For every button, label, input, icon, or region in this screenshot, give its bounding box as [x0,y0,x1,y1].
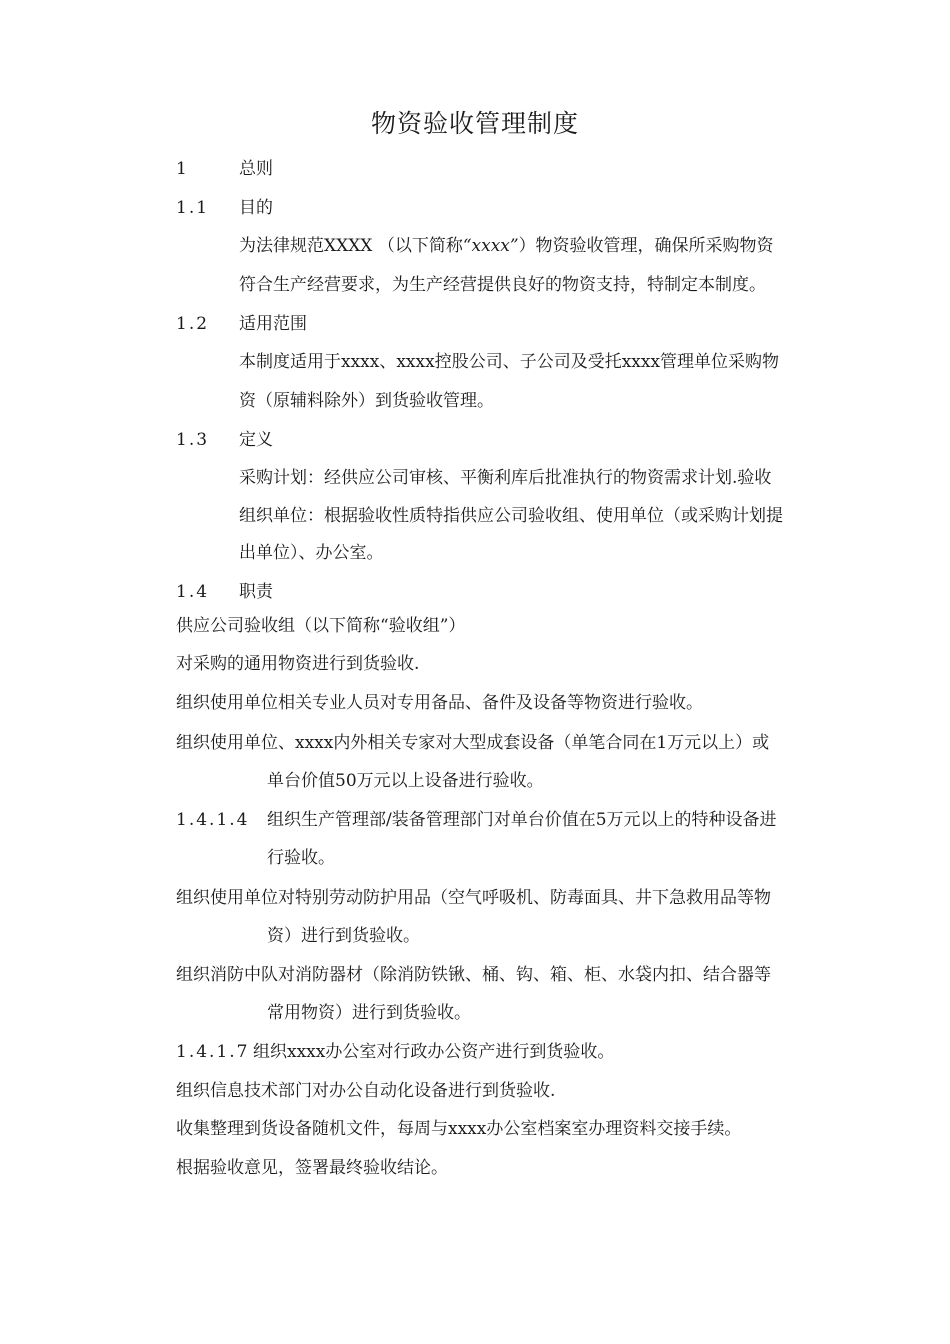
paragraph-line: 资）进行到货验收。 [267,926,420,946]
paragraph-line: 组织单位：根据验收性质特指供应公司验收组、使用单位（或采购计划提 [239,506,783,526]
clause-number: 1.4.1.7 [176,1042,250,1062]
section-number: 1.3 [176,430,210,450]
paragraph-line: 组织使用单位、xxxx内外相关专家对大型成套设备（单笔合同在1万元以上）或 [176,733,770,753]
section-number: 1.2 [176,314,210,334]
paragraph-line: 供应公司验收组（以下简称“验收组”） [176,616,466,636]
section-number: 1 [176,159,189,179]
section-number: 1.4 [176,582,210,602]
paragraph-line: 收集整理到货设备随机文件，每周与xxxx办公室档案室办理资料交接手续。 [176,1119,742,1139]
section-number: 1.1 [176,198,210,218]
paragraph-line: 组织生产管理部/装备管理部门对单台价值在5万元以上的特种设备进 [267,810,777,830]
section-heading: 定义 [239,430,273,450]
paragraph-line: 单台价值50万元以上设备进行验收。 [267,771,544,791]
clause-number: 1.4.1.4 [176,810,250,830]
paragraph-line: 组织使用单位相关专业人员对专用备品、备件及设备等物资进行验收。 [176,693,703,713]
document-title: 物资验收管理制度 [370,109,579,138]
paragraph-line: 根据验收意见，签署最终验收结论。 [176,1158,448,1178]
paragraph-line: 对采购的通用物资进行到货验收. [176,654,420,674]
paragraph-text: 为法律规范XXXX （以下简称 [239,236,463,256]
section-heading: 适用范围 [239,314,307,334]
paragraph-line: 组织信息技术部门对办公自动化设备进行到货验收. [176,1081,556,1101]
paragraph-line: 采购计划：经供应公司审核、平衡利库后批准执行的物资需求计划.验收 [239,468,772,488]
paragraph-line: 资（原辅料除外）到货验收管理。 [239,391,494,411]
paragraph-line: 出单位）、办公室。 [239,543,384,563]
section-heading: 职责 [239,582,273,602]
paragraph-line: 行验收。 [267,848,335,868]
paragraph-line: 组织消防中队对消防器材（除消防铁锹、桶、钩、箱、柜、水袋内扣、结合器等 [176,965,771,985]
abbreviation-text: “xxxx” [462,236,519,256]
paragraph-text: ）物资验收管理，确保所采购物资 [518,236,774,256]
paragraph-line: 符合生产经营要求，为生产经营提供良好的物资支持，特制定本制度。 [239,275,766,295]
paragraph-line: 常用物资）进行到货验收。 [267,1003,471,1023]
paragraph-line: 组织xxxx办公室对行政办公资产进行到货验收。 [253,1042,615,1062]
section-heading: 总则 [239,159,273,179]
paragraph-line: 组织使用单位对特别劳动防护用品（空气呼吸机、防毒面具、井下急救用品等物 [176,888,771,908]
paragraph-line [239,233,774,259]
section-heading: 目的 [239,198,273,218]
paragraph-line: 本制度适用于xxxx、xxxx控股公司、子公司及受托xxxx管理单位采购物 [239,352,780,372]
